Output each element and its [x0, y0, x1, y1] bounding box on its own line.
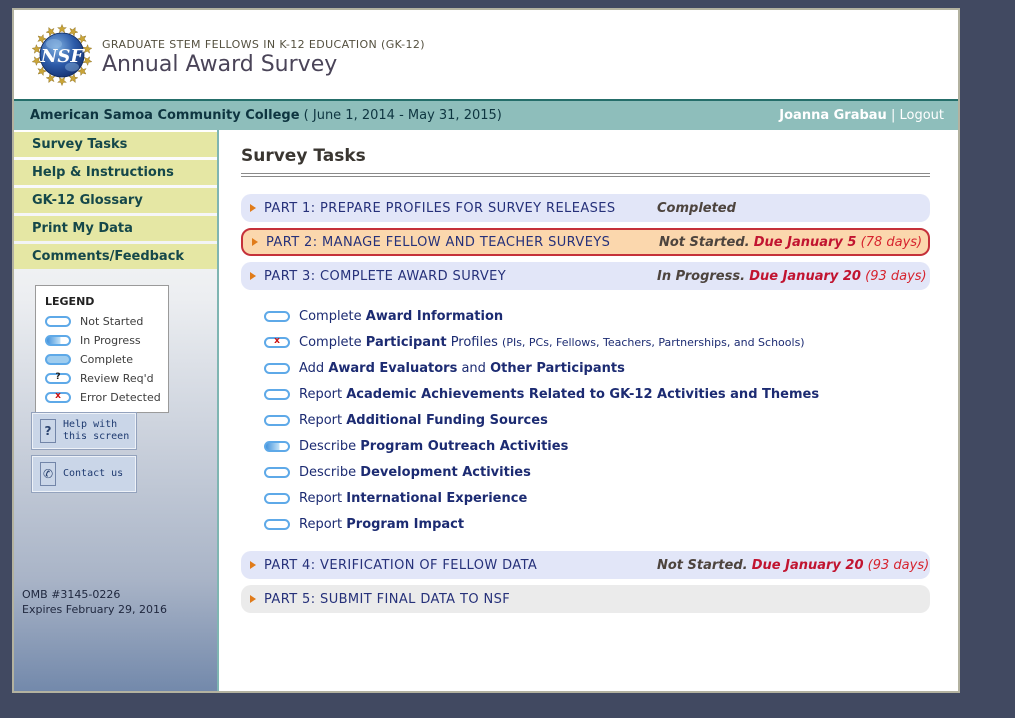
part-arrow-icon: [250, 204, 256, 212]
part-arrow-icon: [250, 272, 256, 280]
part-arrow-icon: [250, 561, 256, 569]
contact-us-button[interactable]: ✆ Contact us: [32, 456, 136, 492]
part-3-row[interactable]: PART 3: COMPLETE AWARD SURVEY In Progress. Due January 20 (93 days): [241, 262, 930, 290]
logout-link[interactable]: Logout: [899, 108, 944, 123]
legend-row-error: x Error Detected: [45, 391, 162, 404]
complete-pill-icon: [45, 354, 71, 365]
sidebar-item-help-instructions[interactable]: Help & Instructions: [14, 160, 217, 185]
title-divider: [241, 173, 930, 177]
legend-title: LEGEND: [45, 295, 95, 308]
subtask-link[interactable]: Program Outreach Activities: [360, 438, 569, 454]
legend-row-in-progress: In Progress: [45, 334, 162, 347]
help-button[interactable]: ? Help with this screen: [32, 413, 136, 449]
subtask-link[interactable]: Development Activities: [360, 464, 531, 480]
part-1-row[interactable]: PART 1: PREPARE PROFILES FOR SURVEY RELEASES Completed: [241, 194, 930, 222]
in-progress-pill-icon: [264, 441, 290, 452]
error-pill-icon: x: [264, 337, 290, 348]
page-title: Survey Tasks: [241, 146, 366, 166]
legend-row-review: ? Review Req'd: [45, 372, 162, 385]
subtask-award-evaluators: Add Award Evaluators and Other Participants: [264, 355, 930, 381]
header: [14, 10, 958, 99]
sidebar-item-survey-tasks[interactable]: Survey Tasks: [14, 132, 217, 157]
legend-row-not-started: Not Started: [45, 315, 162, 328]
part-4-status: Not Started. Due January 20 (93 days): [657, 557, 930, 573]
institution-name: American Samoa Community College: [30, 108, 300, 123]
not-started-pill-icon: [264, 415, 290, 426]
omb-notice: OMB #3145-0226 Expires February 29, 2016: [22, 588, 167, 616]
subtask-development-activities: Describe Development Activities: [264, 459, 930, 485]
sidebar-item-print-my-data[interactable]: Print My Data: [14, 216, 217, 241]
award-period: ( June 1, 2014 - May 31, 2015): [299, 108, 502, 123]
subtask-academic-achievements: Report Academic Achievements Related to GK-12 Activities and Themes: [264, 381, 930, 407]
not-started-pill-icon: [264, 519, 290, 530]
user-separator: |: [886, 108, 900, 123]
not-started-pill-icon: [264, 493, 290, 504]
question-icon: ?: [40, 419, 56, 443]
part-5-row[interactable]: PART 5: SUBMIT FINAL DATA TO NSF: [241, 585, 930, 613]
not-started-pill-icon: [264, 389, 290, 400]
part-3-status: In Progress. Due January 20 (93 days): [657, 268, 927, 284]
subtask-link[interactable]: Other Participants: [490, 360, 625, 376]
nsf-logo: [30, 23, 94, 87]
subtask-link[interactable]: Academic Achievements Related to GK-12 Activities and Themes: [346, 386, 820, 402]
program-name: GRADUATE STEM FELLOWS IN K-12 EDUCATION (GK-12): [102, 38, 425, 51]
error-pill-icon: x: [45, 392, 71, 403]
subtask-award-information: Complete Award Information: [264, 303, 930, 329]
award-bar: [14, 99, 958, 130]
legend: [35, 285, 169, 413]
not-started-pill-icon: [264, 467, 290, 478]
subtask-international-experience: Report International Experience: [264, 485, 930, 511]
subtask-participant-profiles: x Complete Participant Profiles (PIs, PCs, Fellows, Teachers, Partnerships, and Schools): [264, 329, 930, 355]
subtask-program-outreach: Describe Program Outreach Activities: [264, 433, 930, 459]
sidebar-item-comments-feedback[interactable]: Comments/Feedback: [14, 244, 217, 269]
sidebar-item-glossary[interactable]: GK-12 Glossary: [14, 188, 217, 213]
subtask-link[interactable]: Award Information: [365, 308, 504, 324]
in-progress-pill-icon: [45, 335, 71, 346]
subtask-program-impact: Report Program Impact: [264, 511, 930, 537]
phone-icon: ✆: [40, 462, 56, 486]
review-pill-icon: ?: [45, 373, 71, 384]
app-window: [12, 8, 960, 693]
part-2-status: Not Started. Due January 5 (78 days): [659, 234, 923, 250]
part-3-subtasks: [264, 303, 930, 537]
not-started-pill-icon: [45, 316, 71, 327]
subtask-link[interactable]: Award Evaluators: [328, 360, 458, 376]
legend-row-complete: Complete: [45, 353, 162, 366]
not-started-pill-icon: [264, 311, 290, 322]
subtask-link[interactable]: Participant: [365, 334, 447, 350]
part-4-row[interactable]: PART 4: VERIFICATION OF FELLOW DATA Not Started. Due January 20 (93 days): [241, 551, 930, 579]
logo-text: NSF: [40, 45, 84, 67]
subtask-link[interactable]: Additional Funding Sources: [346, 412, 548, 428]
main-content: [219, 130, 958, 691]
subtask-link[interactable]: International Experience: [346, 490, 528, 506]
sidebar: [14, 130, 219, 691]
part-2-row[interactable]: PART 2: MANAGE FELLOW AND TEACHER SURVEYS Not Started. Due January 5 (78 days): [241, 228, 930, 256]
part-arrow-icon: [252, 238, 258, 246]
not-started-pill-icon: [264, 363, 290, 374]
part-arrow-icon: [250, 595, 256, 603]
user-name: Joanna Grabau: [779, 108, 887, 123]
subtask-link[interactable]: Program Impact: [346, 516, 465, 532]
app-title: Annual Award Survey: [102, 52, 338, 77]
part-1-status: Completed: [657, 200, 736, 216]
subtask-additional-funding: Report Additional Funding Sources: [264, 407, 930, 433]
